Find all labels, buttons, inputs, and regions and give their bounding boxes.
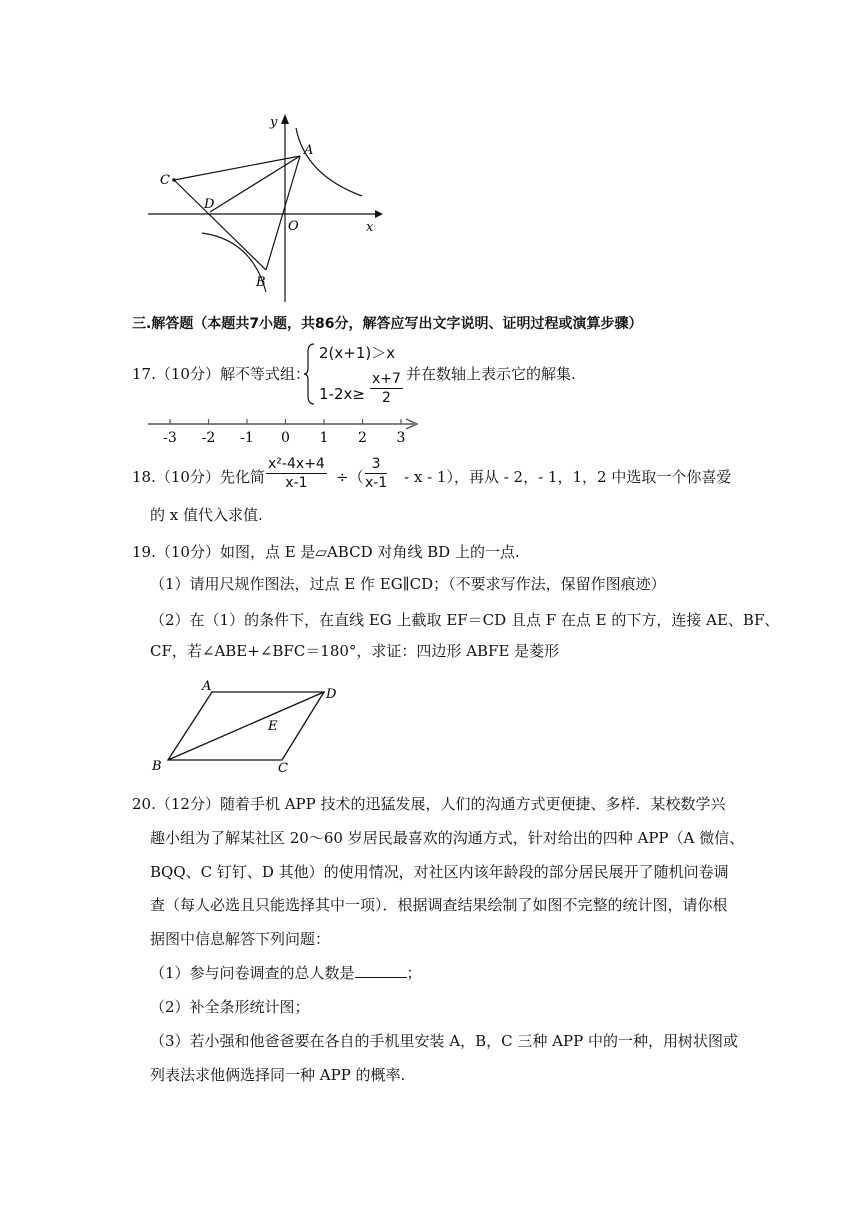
q17-inequality-2-fraction — [370, 370, 403, 407]
q20-sub1 — [150, 963, 422, 983]
section-heading: 三.解答题（本题共7小题，共86分，解答应写出文字说明、证明过程或演算步骤） — [132, 316, 643, 332]
label-C: C — [160, 173, 170, 188]
q18-frac1-denominator: x-1 — [285, 475, 308, 491]
q17-brace — [303, 342, 317, 406]
q19-line4: CF，若∠ABE+∠BFC＝180°，求证：四边形 ABFE 是菱形 — [150, 642, 560, 660]
q20-sub3-line1: （3）若小强和他爸爸要在各自的手机里安装 A，B，C 三种 APP 中的一种，用树状图或 — [150, 1032, 738, 1050]
q20-sub2: （2）补全条形统计图； — [150, 998, 310, 1016]
label-C: C — [278, 761, 288, 774]
label-D: D — [326, 687, 337, 702]
label-D: D — [204, 197, 215, 212]
number-line-label: 0 — [281, 430, 290, 446]
q20-line4: 查（每人必选且只能选择其中一项）．根据调查结果绘制了如图不完整的统计图，请你根 — [150, 896, 728, 914]
q17-suffix: 并在数轴上表示它的解集. — [406, 365, 576, 383]
y-axis-arrow — [281, 114, 289, 124]
q20-line3: BQQ、C 钉钉、D 其他）的使用情况，对社区内该年龄段的部分居民展开了随机问卷调 — [150, 863, 729, 881]
number-line-label: 2 — [358, 430, 367, 446]
point-C — [172, 178, 176, 182]
q20-sub1-end: ； — [406, 964, 422, 982]
q18-fraction-2 — [365, 455, 387, 492]
q20-sub3-line2: 列表法求他俩选择同一种 APP 的概率. — [150, 1066, 406, 1084]
q17-inequality-1: 2(x+1)＞x — [319, 344, 396, 362]
q18-prefix: 18.（10分）先化简 — [132, 468, 265, 486]
label-x: x — [366, 220, 374, 235]
parallelogram-figure — [146, 676, 346, 774]
label-A: A — [304, 143, 314, 158]
label-B: B — [256, 275, 266, 290]
number-line-label: 3 — [396, 430, 406, 446]
q20-line2: 趣小组为了解某社区 20～60 岁居民最喜欢的沟通方式，针对给出的四种 APP（A 微信、 — [150, 829, 745, 847]
segment-CB — [174, 180, 266, 270]
label-A: A — [202, 679, 212, 694]
number-line-label: -3 — [163, 430, 177, 446]
q19-line1: 19.（10分）如图，点 E 是▱ABCD 对角线 BD 上的一点. — [132, 543, 520, 561]
q18-rest: - x - 1），再从 - 2，- 1，1，2 中选取一个你喜爱 — [404, 468, 732, 486]
number-line — [140, 416, 430, 448]
diagonal-BD — [168, 692, 324, 760]
label-y: y — [270, 115, 278, 130]
q19-line3: （2）在（1）的条件下，在直线 EG 上截取 EF＝CD 且点 F 在点 E 的下方，连接 AE、BF、 — [150, 611, 780, 629]
q20-line1: 20.（12分）随着手机 APP 技术的迅猛发展，人们的沟通方式更便捷、多样．某校数学兴 — [132, 795, 726, 813]
number-line-label: -2 — [201, 430, 216, 446]
q18-frac2-numerator: 3 — [365, 455, 387, 474]
number-line-label: -1 — [240, 430, 254, 446]
label-O: O — [288, 219, 299, 234]
label-E: E — [268, 719, 278, 734]
answer-blank — [355, 963, 407, 978]
q20-line5: 据图中信息解答下列问题： — [150, 930, 331, 948]
label-B: B — [152, 759, 162, 774]
q17-prefix: 17.（10分）解不等式组： — [132, 365, 310, 383]
hyperbola-upper-branch — [296, 128, 362, 196]
q18-frac2-denominator: x-1 — [365, 475, 388, 491]
segment-AB — [266, 156, 300, 270]
coordinate-figure — [140, 110, 390, 305]
x-axis-arrow — [375, 210, 383, 218]
q18-divide: ÷（ — [336, 468, 364, 486]
number-line-label: 1 — [319, 430, 329, 446]
q20-sub1-text: （1）参与问卷调查的总人数是 — [150, 964, 355, 982]
q18-frac1-numerator: x²-4x+4 — [268, 456, 325, 472]
q19-line2: （1）请用尺规作图法，过点 E 作 EG∥CD；（不要求写作法，保留作图痕迹） — [150, 575, 666, 593]
q18-fraction-1 — [266, 455, 327, 492]
q17-inequality-2-left: 1-2x≥ — [319, 385, 365, 403]
q17-frac-denominator: 2 — [382, 390, 391, 406]
q17-frac-numerator: x+7 — [372, 371, 401, 387]
q18-line2: 的 x 值代入求值. — [150, 506, 263, 524]
